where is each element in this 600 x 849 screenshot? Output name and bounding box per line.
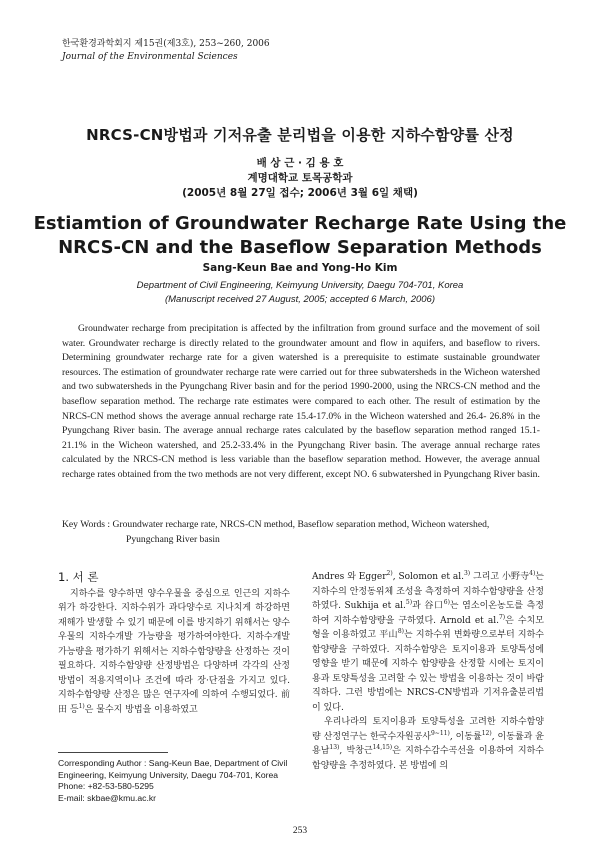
intro-text: 지하수를 양수하면 양수우물을 중심으로 인근의 지하수위가 하강한다. 지하수위가 과다양수로 지나치게 하강하면 재해가 발생할 수 있기 때문에 이를 방지하기 위해서는 양수우물의 지하수개발 가능량을 평가하여야한다. 지하수개발 가능량을 평가하기 위해서는 지하수함양량을 산정하는 것이 필요하다. 지하수함양량 산정방법은 다양하며 각각의 산정방법이 적용지역이나 조건에 따라 장·단점을 가지고 있다. 지하수함양량 산정은 많은 연구자에 의하여 수행되었다. 前田 등 xyxy=(58,588,290,715)
korean-author-block xyxy=(0,156,600,201)
citation-ref: 2) xyxy=(386,570,393,577)
footnote-divider xyxy=(58,752,168,753)
paper-title-korean: NRCS-CN방법과 기저유출 분리법을 이용한 지하수함양률 산정 xyxy=(86,126,514,144)
text-run: , 이동률과 윤용남 xyxy=(312,731,544,756)
citation-ref: 7) xyxy=(498,613,506,621)
keywords-line2: Pyungchang River basin xyxy=(126,533,220,545)
paper-title-english xyxy=(0,212,600,260)
intro-text-tail: 은 물수지 방법을 이용하였고 xyxy=(84,704,198,715)
citation-ref: 6) xyxy=(443,599,450,606)
citation-ref: 12) xyxy=(481,729,492,737)
intro-paragraph-2 xyxy=(312,570,544,715)
corresponding-author-footnote xyxy=(58,758,298,804)
text-run: , Solomon et al. xyxy=(392,572,464,582)
received-date-korean: (2005년 8월 27일 접수; 2006년 3월 6일 채택) xyxy=(182,187,418,199)
corr-line1: Corresponding Author : Sang-Keun Bae, Department of Civil xyxy=(58,758,288,768)
citation-ref: 3) xyxy=(463,570,471,577)
affiliation-english: Department of Civil Engineering, Keimyung University, Daegu 704-701, Korea xyxy=(136,280,464,291)
abstract: Groundwater recharge from precipitation is affected by the infiltration from ground surface and the movement of soil water. Groundwater recharge is directly related to the groundwater amount and flow in aquifers, and baseflow to rivers. Determining groundwater recharge rate for a given watershed is a prerequisite to estimate sustainable groundwater resources. The estimation of groundwater recharge rate were carried out for three subwatersheds in the Wicheon watershed and two subwatersheds in the Pyungchang River basin and for the period 1990-2000, using the NRCS-CN method and the baseflow separation method. The recharge rate estimates were compared to each other. The result of estimation by the NRCS-CN method shows the average annual recharge rate 15.4-17.0% in the Wicheon watershed and 26.4- 26.8% in the Pyungchang River basin. The average annual recharge rates calculated by the baseflow separation method ranged 15.1-21.1% in the Wicheon watershed, and 25.2-33.4% in the Pyungchang River basin. The average annual recharge rates calculated by the NRCS-CN method is less variable than the baseflow separation method. However, the average annual recharge rates obtained from the two methods are not very different, except NO. 6 subwatershed in Pyungchang River basin. xyxy=(62,323,540,480)
authors-korean: 배 상 근 · 김 용 호 xyxy=(256,157,344,169)
received-date-english: (Manuscript received 27 August, 2005; accepted 6 March, 2006) xyxy=(164,294,436,305)
text-run: 우리나라의 토지이용과 토양특성을 고려한 지하수함양량 산정연구는 한국수자원공사 xyxy=(312,717,544,742)
corr-phone: Phone: +82-53-580-5295 xyxy=(58,781,154,791)
left-column xyxy=(58,570,290,717)
right-column xyxy=(312,570,544,773)
english-affiliation-block xyxy=(0,279,600,307)
authors-english: Sang-Keun Bae and Yong-Ho Kim xyxy=(202,262,398,274)
citation-ref: 5) xyxy=(405,599,413,606)
title-en-line1: Estiamtion of Groundwater Recharge Rate Using the xyxy=(33,213,567,234)
text-run: 은 수치모형을 이용하였고 平山 xyxy=(312,615,544,640)
page-number: 253 xyxy=(292,826,308,836)
text-run: 는 지하수위 변화량으로부터 지하수함양량을 구하였다. 지하수함양은 토지이용과 토양특성에 영향을 받기 때문에 지하수 함양량을 산정할 시에는 토지이용과 토양특성을 고려할 수 있는 방법을 이용하는 것이 바람직하다. 그런 방법에는 NRCS-CN방법과 기저유출분리법이 있다. xyxy=(312,630,544,713)
journal-name-ko: 한국환경과학회지 제15권(제3호), 253~260, 2006 xyxy=(62,39,270,49)
text-run: , 박창근 xyxy=(339,746,373,756)
corr-email: E-mail: skbae@kmu.ac.kr xyxy=(58,792,157,803)
citation-ref: 13) xyxy=(329,744,340,751)
text-run: 은 지하수감수곡선을 이용하여 지하수함양량을 추정하였다. 본 방법에 의 xyxy=(312,746,544,771)
text-run: Andres 와 Egger xyxy=(312,572,387,582)
citation-ref: 8) xyxy=(397,628,405,635)
intro-paragraph-3 xyxy=(312,715,544,773)
text-run: 과 谷口 xyxy=(412,601,444,611)
citation-ref: 14,15) xyxy=(372,744,393,751)
section-heading-introduction: 1. 서 론 xyxy=(58,570,99,584)
title-en-line2: NRCS-CN and the Baseflow Separation Methods xyxy=(58,237,542,258)
citation-ref: 9~11) xyxy=(430,729,450,737)
citation-ref: 1) xyxy=(78,702,85,710)
intro-paragraph-1 xyxy=(58,587,290,718)
citation-ref: 4) xyxy=(529,570,536,577)
text-run: , 이동률 xyxy=(449,731,482,742)
keywords-label: Key Words : xyxy=(62,519,111,530)
text-run: 는 염소이온농도를 측정하여 지하수함양량을 구하였다. Arnold et al. xyxy=(312,601,544,626)
keywords-line1: Groundwater recharge rate, NRCS-CN method, Baseflow separation method, Wicheon watershed, xyxy=(112,519,490,530)
text-run: 는 지하수의 안정동위체 조성을 측정하여 지하수함양량을 산정하였다. Sukhija et al. xyxy=(312,572,544,611)
journal-header xyxy=(62,38,270,64)
affiliation-korean: 계명대학교 토목공학과 xyxy=(247,172,353,184)
corr-line2: Engineering, Keimyung University, Daegu 704-701, Korea xyxy=(58,769,279,780)
text-run: 그리고 小野寺 xyxy=(470,572,530,582)
journal-name-en: Journal of the Environmental Sciences xyxy=(62,52,238,62)
keywords xyxy=(62,518,540,547)
